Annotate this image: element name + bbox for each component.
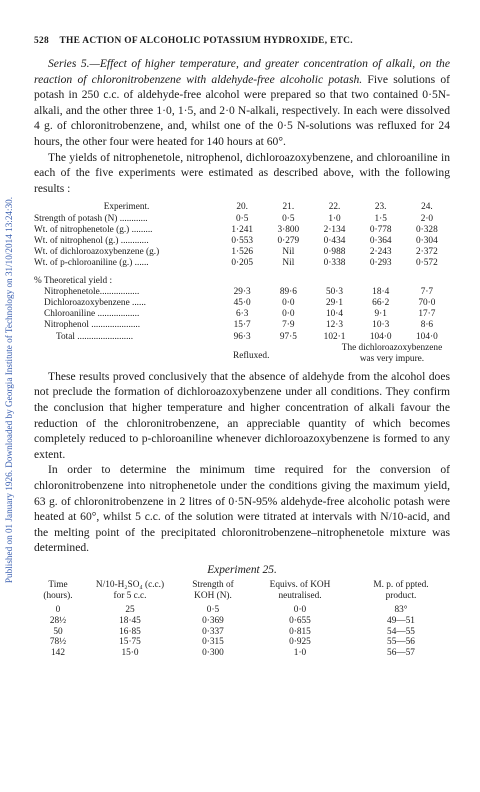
cell-value: 25 <box>125 604 135 615</box>
series-5-paragraph <box>34 56 450 150</box>
cell-value: 16·85 <box>119 626 141 637</box>
total-value: 104·0 <box>369 331 392 342</box>
yield-value: 15·7 <box>233 320 251 331</box>
cell-value: 0·815 <box>289 626 311 637</box>
cell-value: 50 <box>53 626 63 637</box>
yield-value: 18·4 <box>372 286 390 297</box>
yields-intro-paragraph: The yields of nitrophenetole, nitrophenol, dichloroazoxybenzene, and chloroaniline in each of the five experiments were estimated as described above, with the following results : <box>34 150 450 195</box>
results-table <box>34 202 450 342</box>
column-subheader: KOH (N). <box>194 590 232 601</box>
download-watermark-text: Published on 01 January 1926. Downloaded by Georgia Institute of Technology on 31/10/2014 13:24:30. <box>4 196 14 584</box>
cell-value: 18·45 <box>119 615 141 626</box>
column-subheader: (hours). <box>43 590 73 601</box>
cell-value: 0·205 <box>231 258 254 269</box>
yield-section-label: % Theoretical yield : <box>34 275 113 286</box>
experiment-25-row <box>34 627 450 638</box>
refluxed-note: Refluxed. <box>233 350 270 361</box>
yield-row <box>34 287 450 298</box>
yield-value: 50·3 <box>326 286 344 297</box>
total-row <box>34 332 450 343</box>
total-value: 96·3 <box>233 331 251 342</box>
cell-value: 0 <box>55 604 61 615</box>
yield-value: 10·4 <box>326 309 344 320</box>
series-5-heading: Series 5.—Effect of higher temperature, and greater concentration of alkali, on the reaction of chloronitrobenzene with aldehyde-free alcoholic potash. <box>34 57 450 86</box>
cell-value: 0·553 <box>231 235 254 246</box>
experiment-number: 20. <box>236 202 248 213</box>
cell-value: 56—57 <box>387 648 415 659</box>
yield-value: 10·3 <box>372 320 390 331</box>
total-value: 102·1 <box>323 331 346 342</box>
cell-value: 0·988 <box>323 247 346 258</box>
cell-value: 0·434 <box>323 235 346 246</box>
yield-value: 66·2 <box>372 297 390 308</box>
yield-row <box>34 298 450 309</box>
cell-value: 0·5 <box>282 213 295 224</box>
cell-value: 0·300 <box>202 648 224 659</box>
yield-value: 89·6 <box>279 286 297 297</box>
cell-value: 0·293 <box>369 258 392 269</box>
experiment-25-row <box>34 637 450 648</box>
yield-value: 17·7 <box>418 309 436 320</box>
experiment-25-row <box>34 648 450 659</box>
yield-value: 29·1 <box>326 297 344 308</box>
experiment-number: 24. <box>421 202 433 213</box>
running-head <box>34 36 450 46</box>
yield-value: 9·1 <box>374 309 387 320</box>
row-label: Strength of potash (N) ............ <box>34 213 148 224</box>
cell-value: 0·369 <box>202 615 224 626</box>
yield-value: 0·0 <box>282 297 295 308</box>
cell-value: 2·372 <box>416 247 438 258</box>
experiment-25-row <box>34 605 450 616</box>
yield-row-label: Nitrophenetole................. <box>44 286 140 297</box>
yield-row-label: Nitrophenol ..................... <box>44 320 141 331</box>
yield-row-label: Dichloroazoxybenzene ...... <box>44 297 146 308</box>
page-number: 528 <box>34 36 49 46</box>
cell-value: 0·364 <box>369 235 392 246</box>
results-table-header <box>34 202 450 213</box>
cell-value: 1·0 <box>293 648 307 659</box>
column-header: Time <box>48 579 68 590</box>
cell-value: 2·134 <box>323 224 346 235</box>
experiment-25-header-2 <box>34 591 450 605</box>
cell-value: 0·778 <box>369 224 392 235</box>
column-header: N/10-H₂SO₄ (c.c.) <box>95 579 165 590</box>
cell-value: 78½ <box>49 637 67 648</box>
results-table-row <box>34 225 450 236</box>
column-header: Equivs. of KOH <box>269 579 331 590</box>
cell-value: Nil <box>282 247 295 258</box>
results-table-row <box>34 247 450 258</box>
cell-value: 0·0 <box>293 604 307 615</box>
cell-value: 0·328 <box>416 224 438 235</box>
cell-value: 54—55 <box>387 626 415 637</box>
experiment-number: 21. <box>282 202 295 213</box>
cell-value: Nil <box>282 258 295 269</box>
method-paragraph: In order to determine the minimum time required for the conversion of chloronitrobenzene into nitrophenetole under the conditions giving the maximum yield, 63 g. of chloronitrobenzene in 2 litres of 0·5N-95% aldehyde-free alcoholic potash were heated at 60°, whilst 5 c.c. of the solution were titrated at intervals with N/10-acid, and the melting point of the precipitated chloronitrobenzene–nitrophenetole mixture was determined. <box>34 463 450 555</box>
cell-value: 0·5 <box>235 213 249 224</box>
cell-value: 0·655 <box>289 615 311 626</box>
cell-value: 2·0 <box>420 213 434 224</box>
running-title: THE ACTION OF ALCOHOLIC POTASSIUM HYDROXIDE, ETC. <box>59 36 353 46</box>
yield-row <box>34 309 450 320</box>
experiment-number: 23. <box>374 202 387 213</box>
cell-value: 1·5 <box>374 213 387 224</box>
experiment-number: 22. <box>328 202 341 213</box>
cell-value: 0·338 <box>323 258 346 269</box>
total-value: 97·5 <box>279 331 297 342</box>
cell-value: 15·0 <box>121 648 139 659</box>
results-table-row <box>34 214 450 225</box>
download-watermark <box>2 40 16 740</box>
series-5-body: Five solutions of potash in 250 c.c. of aldehyde-free alcohol were prepared so that two contained 0·5N-alkali, and the other three 1·0, 1·5, and 2·0 N-alkali, respectively. In each were dissolved 4 g. of chloronitrobenzene, and, whilst one of the 0·5 N-solutions was refluxed for 24 hours, the other four were heated for 140 hours at 60°. <box>34 72 450 148</box>
total-value: 104·0 <box>416 331 438 342</box>
cell-value: 49—51 <box>387 615 415 626</box>
yield-value: 12·3 <box>326 320 344 331</box>
cell-value: 142 <box>51 648 65 659</box>
yield-value: 45·0 <box>233 297 251 308</box>
experiment-25-row <box>34 616 450 627</box>
yield-value: 29·3 <box>233 286 251 297</box>
row-label: Wt. of dichloroazoxybenzene (g.) <box>34 247 160 258</box>
yield-row <box>34 320 450 331</box>
yield-value: 70·0 <box>418 297 436 308</box>
results-table-footnotes <box>34 343 450 369</box>
cell-value: 0·279 <box>277 235 300 246</box>
results-table-row <box>34 258 450 269</box>
experiment-header-label: Experiment. <box>103 202 150 213</box>
experiment-25-title: Experiment 25. <box>207 563 277 576</box>
cell-value: 28½ <box>49 615 67 626</box>
cell-value: 2·243 <box>369 247 392 258</box>
conclusion-paragraph: These results proved conclusively that the absence of aldehyde from the alcohol does not preclude the formation of dichloroazoxybenzene under all conditions. They confirm the conclusion that higher temperature and higher concentration of alkali favour the reduction of the chloronitrobenzene, an appreciable quantity of which becomes completely reduced to p-chloroaniline whenever dichloroazoxybenzene is formed to any extent. <box>34 369 450 461</box>
cell-value: 1·241 <box>231 224 254 235</box>
cell-value: 0·5 <box>206 604 220 615</box>
yield-section-row <box>34 276 450 287</box>
cell-value: 0·315 <box>202 637 224 648</box>
column-header: M. p. of ppted. <box>373 579 429 590</box>
results-table-row <box>34 236 450 247</box>
cell-value: 15·75 <box>119 637 141 648</box>
total-label: Total ........................ <box>56 331 134 342</box>
cell-value: 0·925 <box>289 637 311 648</box>
yield-value: 8·6 <box>420 320 434 331</box>
cell-value: 3·800 <box>277 224 300 235</box>
impurity-note <box>330 343 454 365</box>
impurity-note-line-1: The dichloroazoxybenzene <box>341 342 443 353</box>
cell-value: 0·304 <box>416 235 438 246</box>
cell-value: 0·572 <box>416 258 438 269</box>
column-subheader: product. <box>385 590 417 601</box>
column-subheader: neutralised. <box>278 590 322 601</box>
impurity-note-line-2: was very impure. <box>359 353 425 364</box>
experiment-25-table <box>34 580 450 659</box>
cell-value: 83° <box>394 604 408 615</box>
row-label: Wt. of p-chloroaniline (g.) ...... <box>34 258 149 269</box>
yield-value: 7·7 <box>420 286 434 297</box>
row-label: Wt. of nitrophenetole (g.) ......... <box>34 224 153 235</box>
journal-page <box>34 36 450 659</box>
cell-value: 0·337 <box>202 626 224 637</box>
cell-value: 55—56 <box>387 637 415 648</box>
cell-value: 1·0 <box>328 213 341 224</box>
cell-value: 1·526 <box>231 247 254 258</box>
row-label: Wt. of nitrophenol (g.) ............ <box>34 235 149 246</box>
yield-row-label: Chloroaniline .................. <box>44 309 140 320</box>
yield-value: 7·9 <box>282 320 295 331</box>
column-header: Strength of <box>192 579 234 590</box>
experiment-25-header-1 <box>34 580 450 591</box>
yield-value: 0·0 <box>282 309 295 320</box>
column-subheader: for 5 c.c. <box>113 590 147 601</box>
yield-value: 6·3 <box>235 309 249 320</box>
